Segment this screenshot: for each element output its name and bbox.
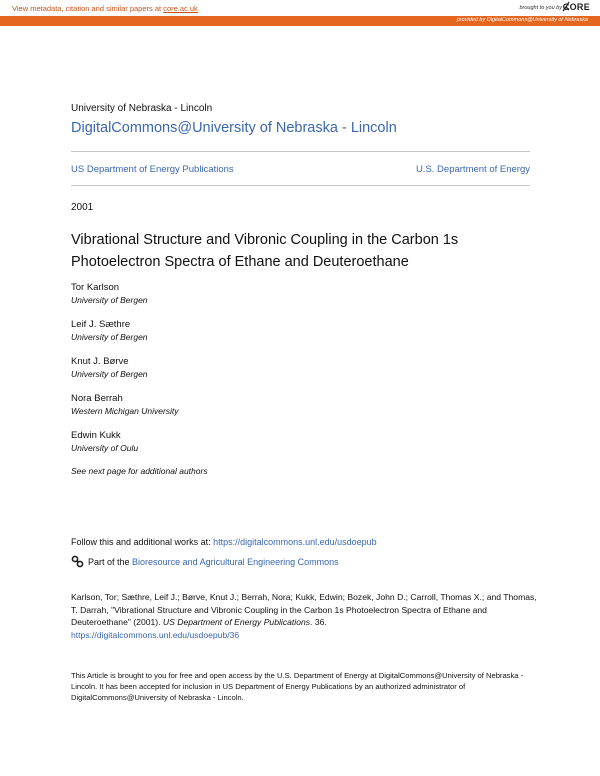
author-entry <box>71 282 471 319</box>
series-link-left[interactable]: US Department of Energy Publications <box>71 164 234 175</box>
citation-block <box>71 591 541 641</box>
see-next-page-note: See next page for additional authors <box>71 466 208 476</box>
author-affiliation: University of Bergen <box>71 332 148 342</box>
author-name: Nora Berrah <box>71 393 123 404</box>
institution-name: University of Nebraska - Lincoln <box>71 103 213 114</box>
author-affiliation: University of Bergen <box>71 369 148 379</box>
repository-link[interactable]: DigitalCommons@University of Nebraska - Lincoln <box>71 120 397 136</box>
publication-year: 2001 <box>71 202 94 213</box>
part-of-prefix: Part of the <box>88 556 130 567</box>
core-logo[interactable]: CORE <box>562 2 590 12</box>
author-name: Knut J. Børve <box>71 356 129 367</box>
part-of-line <box>71 555 339 568</box>
author-name: Tor Karlson <box>71 282 120 293</box>
brought-to-you-by: brought to you by <box>519 5 562 11</box>
network-commons-icon <box>71 555 84 568</box>
provided-by-bar <box>0 16 600 26</box>
follow-link[interactable]: https://digitalcommons.unl.edu/usdoepub <box>213 537 377 547</box>
author-affiliation: University of Oulu <box>71 443 139 453</box>
provided-by-text[interactable]: provided by DigitalCommons@University of Nebraska <box>456 17 588 23</box>
divider-bottom <box>71 185 530 186</box>
follow-prefix: Follow this and additional works at: <box>71 537 214 547</box>
series-link-right[interactable]: U.S. Department of Energy <box>415 164 530 175</box>
commons-link[interactable]: Bioresource and Agricultural Engineering Commons <box>132 556 339 567</box>
author-entry <box>71 319 471 356</box>
divider-top <box>71 151 530 152</box>
core-banner <box>0 0 600 16</box>
author-affiliation: University of Bergen <box>71 295 148 305</box>
author-name: Edwin Kukk <box>71 430 121 441</box>
article-title: Vibrational Structure and Vibronic Coupling in the Carbon 1s Photoelectron Spectra of Ethane and Deuteroethane <box>71 232 459 270</box>
citation-number: . 36. <box>310 617 327 627</box>
author-list <box>71 282 471 467</box>
citation-text: Karlson, Tor; Sæthre, Leif J.; Børve, Knut J.; Berrah, Nora; Kukk, Edwin; Bozek, John D.; Carroll, Thomas X.; and Thomas, T. Darrah, "Vibrational Structure and Vibronic Coupling in the Carbon 1s Photoelectron Spectra of Ethane and Deuteroethane" (2001). <box>71 592 537 627</box>
follow-line <box>71 537 377 547</box>
access-notice: This Article is brought to you for free and open access by the U.S. Department of Energy at DigitalCommons@University of Nebraska - Lincoln. It has been accepted for inclusion in US Department of Energy Publications by an authorized administrator of DigitalCommons@University of Nebraska - Lincoln. <box>71 671 524 702</box>
author-name: Leif J. Sæthre <box>71 319 131 330</box>
author-entry <box>71 430 471 467</box>
citation-url[interactable]: https://digitalcommons.unl.edu/usdoepub/36 <box>71 629 240 640</box>
citation-journal: US Department of Energy Publications <box>162 617 311 627</box>
author-entry <box>71 393 471 430</box>
author-entry <box>71 356 471 393</box>
author-affiliation: Western Michigan University <box>71 406 179 416</box>
core-metadata-link[interactable]: View metadata, citation and similar papers at core.ac.uk <box>12 4 198 13</box>
